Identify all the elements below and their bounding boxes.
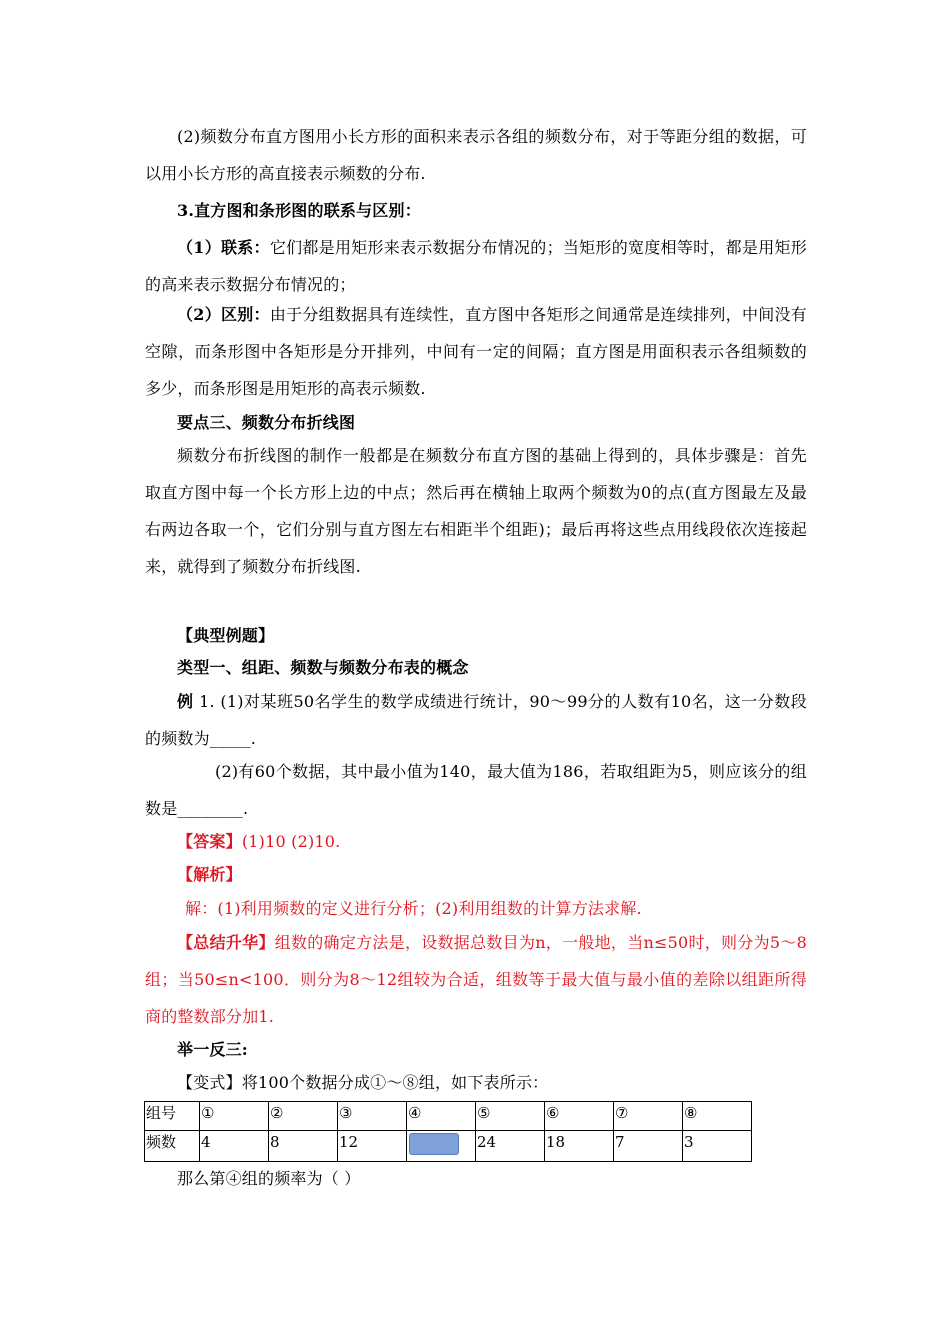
variant-line bbox=[145, 1064, 807, 1101]
keypoint3-text: 频数分布折线图的制作一般都是在频数分布直方图的基础上得到的，具体步骤是：首先取直方图中每一个长方形上边的中点；然后再在横轴上取两个频数为0的点(直方图最左及最右两边各取一个，它们分别与直方图左右相距半个组距)；最后再将这些点用线段依次连接起来，就得到了频数分布折线图. bbox=[145, 446, 807, 576]
table-cell: 24 bbox=[476, 1131, 545, 1162]
example1-label: 例 bbox=[177, 692, 194, 711]
connection-label: （1）联系： bbox=[177, 238, 270, 257]
example1-part2: (2)有60个数据，其中最小值为140，最大值为186，若取组距为5，则应该分的组数是________. bbox=[145, 762, 807, 818]
answer-text: (1)10 (2)10. bbox=[241, 832, 341, 851]
answer-label: 【答案】 bbox=[177, 832, 242, 851]
variant-label: 【变式】 bbox=[177, 1073, 242, 1092]
summary-text: 组数的确定方法是，设数据总数目为n，一般地，当n≤50时，则分为5～8组；当50≤n<100．则分为8～12组较为合适，组数等于最大值与最小值的差除以组距所得商的整数部分加1. bbox=[145, 933, 807, 1026]
table-cell: ⑤ bbox=[476, 1102, 545, 1131]
table-row-frequency bbox=[145, 1131, 752, 1162]
table-cell: ② bbox=[269, 1102, 338, 1131]
table-cell: 频数 bbox=[145, 1131, 200, 1162]
hidden-value-highlight bbox=[409, 1133, 459, 1155]
summary-label: 【总结升华】 bbox=[177, 933, 275, 952]
keypoint3-heading: 要点三、频数分布折线图 bbox=[177, 413, 356, 432]
table-cell: 8 bbox=[269, 1131, 338, 1162]
table-cell: ① bbox=[200, 1102, 269, 1131]
table-row-group bbox=[145, 1102, 752, 1131]
table-cell: 4 bbox=[200, 1131, 269, 1162]
table-cell: 组号 bbox=[145, 1102, 200, 1131]
table-cell: 12 bbox=[338, 1131, 407, 1162]
answer-line bbox=[145, 823, 807, 860]
section3-heading: 3.直方图和条形图的联系与区别： bbox=[177, 201, 421, 220]
frequency-table bbox=[144, 1101, 752, 1162]
table-cell: 18 bbox=[545, 1131, 614, 1162]
table-cell: ⑦ bbox=[614, 1102, 683, 1131]
table-cell: ⑥ bbox=[545, 1102, 614, 1131]
summary-paragraph bbox=[145, 924, 807, 1035]
variant-text: 将100个数据分成①～⑧组，如下表所示： bbox=[241, 1073, 549, 1092]
table-cell: 3 bbox=[683, 1131, 752, 1162]
table-cell: ③ bbox=[338, 1102, 407, 1131]
type1-heading: 类型一、组距、频数与频数分布表的概念 bbox=[177, 658, 469, 677]
table-cell: ⑧ bbox=[683, 1102, 752, 1131]
connection-paragraph bbox=[145, 229, 807, 303]
difference-paragraph bbox=[145, 296, 807, 407]
connection-text: 它们都是用矩形来表示数据分布情况的；当矩形的宽度相等时，都是用矩形的高来表示数据分布情况的； bbox=[145, 238, 807, 294]
practice-heading: 举一反三: bbox=[177, 1040, 248, 1059]
analysis-label: 【解析】 bbox=[177, 865, 242, 884]
difference-text: 由于分组数据具有连续性，直方图中各矩形之间通常是连续排列，中间没有空隙，而条形图中各矩形是分开排列，中间有一定的间隔；直方图是用面积表示各组频数的多少，而条形图是用矩形的高表示频数. bbox=[145, 305, 807, 398]
example1-part1 bbox=[145, 683, 807, 757]
table-cell: ④ bbox=[407, 1102, 476, 1131]
question-text: 那么第④组的频率为（ ） bbox=[177, 1169, 361, 1188]
paragraph-histogram-area: (2)频数分布直方图用小长方形的面积来表示各组的频数分布，对于等距分组的数据，可以用小长方形的高直接表示频数的分布. bbox=[145, 127, 807, 183]
table-cell: 7 bbox=[614, 1131, 683, 1162]
solution-text: 解：(1)利用频数的定义进行分析；(2)利用组数的计算方法求解. bbox=[185, 899, 642, 918]
difference-label: （2）区别： bbox=[177, 305, 270, 324]
table-cell-group4-frequency bbox=[407, 1131, 476, 1162]
examples-heading: 【典型例题】 bbox=[177, 626, 275, 645]
example1-part1-text: 1. (1)对某班50名学生的数学成绩进行统计，90～99分的人数有10名，这一分数段的频数为_____. bbox=[145, 692, 808, 748]
